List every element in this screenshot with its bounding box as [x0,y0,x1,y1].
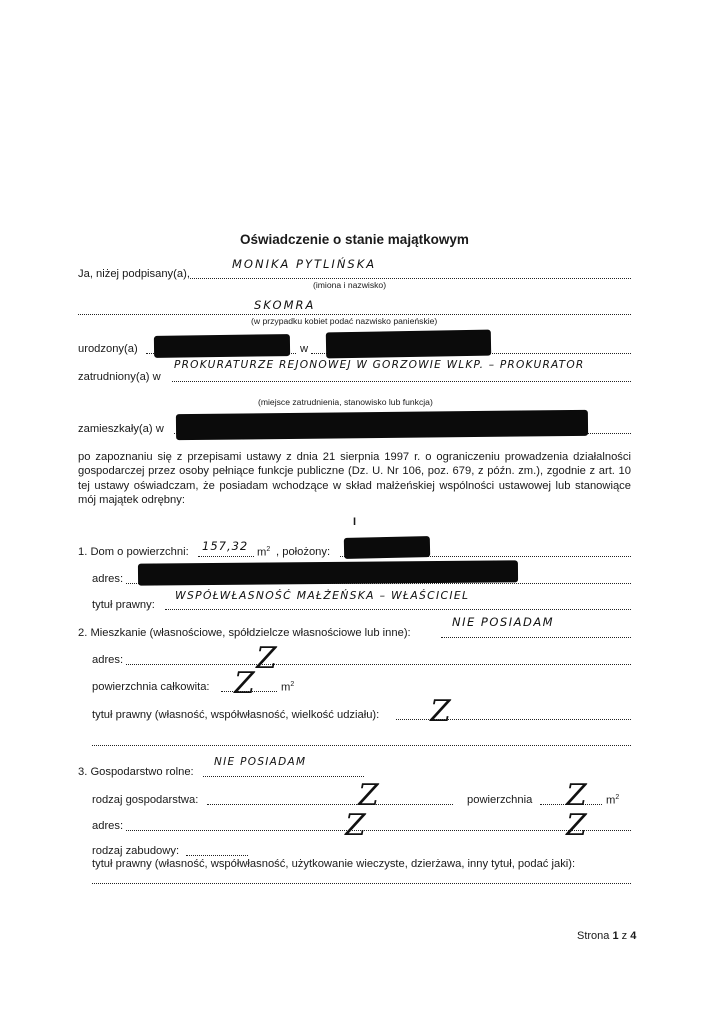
farm-address-label: adres: [92,820,124,832]
farm-buildings-label: rodzaj zabudowy: [92,845,180,857]
farm-buildings-dotted-line [186,855,248,856]
apartment-area-dash-mark: Z [234,666,255,701]
maiden-caption: (w przypadku kobiet podać nazwisko panieńskie) [251,316,438,326]
house-label: 1. Dom o powierzchni: [78,546,189,558]
intro-paragraph: po zapoznaniu się z przepisami ustawy z dnia 21 sierpnia 1997 r. o ograniczeniu prowadzenia działalności gospodarczej przez osoby pełniące funkcje publiczne (Dz. U. Nr 106, poz. 679, z późn. zm.), zgodnie z art. 10 tej ustawy oświadczam, że posiadam wchodzące w skład małżeńskiej wspólności ustawowej lub stanowiące mój majątek odrębny: [78,451,631,506]
farm-type-label: rodzaj gospodarstwa: [92,794,199,806]
house-area-dotted-line [198,556,254,557]
redaction-house-location [344,536,430,559]
apartment-area-label: powierzchnia całkowita: [92,681,210,693]
house-title-label: tytuł prawny: [92,599,155,611]
page-current: 1 [612,930,619,942]
house-unit-m: m [257,546,267,559]
farm-area-label: powierzchnia [467,794,533,806]
house-area-handwritten: 157,32 [202,539,249,553]
page-total: 4 [630,930,637,942]
residence-label: zamieszkały(a) w [78,423,164,435]
document-title: Oświadczenie o stanie majątkowym [240,232,469,247]
name-caption: (imiona i nazwisko) [313,280,387,290]
house-title-handwritten: WSPÓŁWŁASNOŚĆ MAŁŻEŃSKA – WŁAŚCICIEL [175,589,470,602]
apartment-title-dash-mark: Z [430,694,451,729]
farm-address-dash-mark-2: Z [566,808,587,843]
apartment-handwritten: NIE POSIADAM [452,615,555,629]
redaction-birth-date [154,334,290,358]
farm-title-dotted-line [92,883,631,884]
farm-type-dash-mark: Z [358,778,379,813]
house-title-dotted-line [165,609,631,610]
maiden-dotted-line [78,314,631,315]
farm-unit-m: m [606,794,616,807]
redaction-birth-place [326,330,491,359]
maiden-handwritten: SKOMRA [254,298,316,312]
apartment-label: 2. Mieszkanie (własnościowe, spółdzielcze własnościowe lub inne): [78,627,411,639]
farm-address-dotted-line [126,830,631,831]
name-label: Ja, niżej podpisany(a), [78,268,190,280]
employed-caption: (miejsce zatrudnienia, stanowisko lub funkcja) [258,397,433,407]
redaction-house-address [138,560,518,585]
name-handwritten: MONIKA PYTLIŃSKA [232,257,377,271]
page-prefix: Strona [577,930,610,942]
house-located-label: , położony: [276,546,331,558]
farm-area-unit: $m^2$ [606,794,620,807]
farm-address-dash-mark: Z [345,808,366,843]
apartment-area-unit: $m^2$ [281,681,295,694]
employed-label: zatrudniony(a) w [78,371,161,383]
name-dotted-line [190,278,631,279]
apartment-address-label: adres: [92,654,124,666]
house-address-label: adres: [92,573,124,585]
farm-area-dash-mark: Z [566,778,587,813]
section-numeral: I [353,516,357,528]
apartment-dotted-line [441,637,631,638]
farm-label: 3. Gospodarstwo rolne: [78,766,194,778]
employed-handwritten: PROKURATURZE REJONOWEJ W GORZOWIE WLKP. – PROKURATOR [174,359,585,371]
employed-dotted-line [172,381,631,382]
born-label: urodzony(a) [78,343,138,355]
apartment-title-dotted-line-2 [92,745,631,746]
farm-handwritten: NIE POSIADAM [214,756,307,768]
page-indicator [577,930,636,942]
apartment-address-dash-mark: Z [256,641,277,676]
farm-type-dotted-line [207,804,453,805]
farm-dotted-line [203,776,364,777]
apartment-address-dotted-line [126,664,631,665]
farm-title-label: tytuł prawny (własność, współwłasność, użytkowanie wieczyste, dzierżawa, inny tytuł, podać jaki): [92,858,576,870]
page-of: z [621,930,628,942]
house-area-unit: $m^2$ [257,546,271,559]
apartment-unit-m: m [281,681,291,694]
born-in-label: w [300,343,309,355]
redaction-residence [176,410,588,440]
apartment-title-label: tytuł prawny (własność, współwłasność, wielkość udziału): [92,709,380,721]
